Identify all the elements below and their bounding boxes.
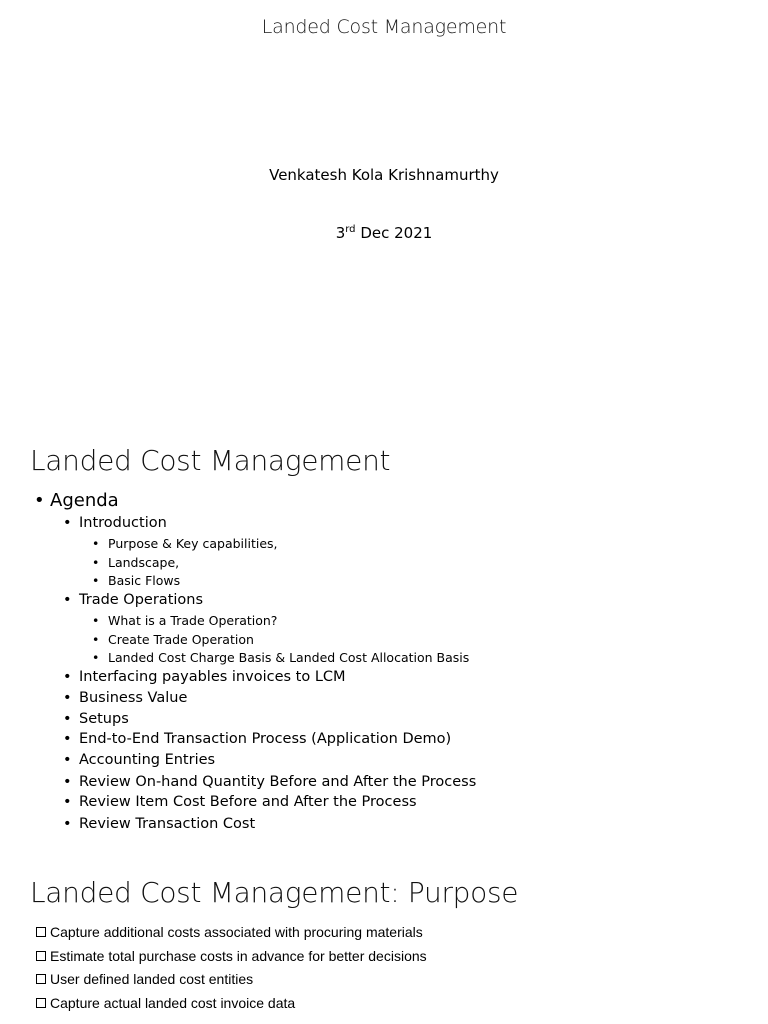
agenda-item-label: Review Item Cost Before and After the Process xyxy=(79,794,417,810)
purpose-item-label: Capture actual landed cost invoice data xyxy=(50,994,296,1011)
agenda-subitem xyxy=(92,536,278,551)
agenda-item xyxy=(63,794,417,810)
agenda-item-label: Review Transaction Cost xyxy=(79,816,256,832)
bullet-icon: • xyxy=(92,650,100,665)
bullet-icon: • xyxy=(63,816,72,832)
bullet-icon: • xyxy=(92,632,100,647)
agenda-item xyxy=(63,711,129,727)
agenda-item xyxy=(63,669,346,685)
bullet-icon: • xyxy=(92,613,100,628)
agenda-subitem xyxy=(92,555,179,570)
agenda-subitem xyxy=(92,650,469,665)
bullet-icon: • xyxy=(63,774,72,790)
purpose-item xyxy=(36,948,427,964)
agenda-item-label: Business Value xyxy=(79,690,188,706)
presentation-date: 3rd Dec 2021 xyxy=(335,224,433,242)
agenda-subitem xyxy=(92,632,254,647)
purpose-item-label: User defined landed cost entities xyxy=(50,971,254,987)
agenda-item xyxy=(63,731,451,747)
checkbox-bullet-icon xyxy=(36,951,46,961)
author-name: Venkatesh Kola Krishnamurthy xyxy=(269,166,499,184)
checkbox-bullet-icon xyxy=(36,927,46,937)
agenda-slide xyxy=(0,420,768,860)
agenda-item xyxy=(63,515,167,531)
agenda-item-label: Introduction xyxy=(79,515,167,531)
agenda-item-label: Create Trade Operation xyxy=(108,632,254,647)
agenda-item xyxy=(63,816,255,832)
slide-header-title: Landed Cost Management xyxy=(261,16,507,38)
agenda-item xyxy=(63,752,215,768)
agenda-item-label: End-to-End Transaction Process (Application Demo) xyxy=(79,731,452,747)
slide-title: Landed Cost Management xyxy=(30,444,391,477)
purpose-item xyxy=(36,995,295,1011)
bullet-icon: • xyxy=(63,669,72,685)
agenda-item-label: Landscape, xyxy=(108,555,180,570)
title-slide xyxy=(0,0,768,420)
agenda-item-label: Review On-hand Quantity Before and After the Process xyxy=(79,774,477,790)
agenda-item-label: Basic Flows xyxy=(108,573,181,588)
bullet-icon: • xyxy=(63,690,72,706)
slide-title: Landed Cost Management: Purpose xyxy=(30,876,519,909)
bullet-icon: • xyxy=(63,731,72,747)
agenda-item xyxy=(63,592,203,608)
purpose-item-label: Capture additional costs associated with procuring materials xyxy=(50,924,423,940)
agenda-subitem xyxy=(92,573,180,588)
purpose-item xyxy=(36,924,423,940)
bullet-icon: • xyxy=(63,711,72,727)
bullet-icon: • xyxy=(92,555,100,570)
agenda-item-label: Accounting Entries xyxy=(79,752,216,768)
agenda-item-label: Interfacing payables invoices to LCM xyxy=(79,669,346,685)
date-ordinal-suffix: rd xyxy=(345,224,356,235)
agenda-item-label: Trade Operations xyxy=(79,592,204,608)
bullet-icon: • xyxy=(63,592,72,608)
purpose-item-label: Estimate total purchase costs in advance for better decisions xyxy=(50,947,427,964)
bullet-icon: • xyxy=(92,573,100,588)
bullet-icon: • xyxy=(63,515,72,531)
checkbox-bullet-icon xyxy=(36,998,46,1008)
agenda-item-label: Purpose & Key capabilities, xyxy=(108,536,278,551)
agenda-item-label: Landed Cost Charge Basis & Landed Cost Allocation Basis xyxy=(108,650,470,665)
bullet-icon: • xyxy=(92,536,100,551)
agenda-item xyxy=(63,774,476,790)
agenda-item-label: Setups xyxy=(79,711,129,727)
agenda-item-label: What is a Trade Operation? xyxy=(108,613,278,628)
agenda-item xyxy=(63,690,187,706)
agenda-heading: • Agenda xyxy=(34,490,119,511)
checkbox-bullet-icon xyxy=(36,974,46,984)
agenda-subitem xyxy=(92,613,277,628)
bullet-icon: • xyxy=(63,752,72,768)
bullet-icon: • xyxy=(34,490,45,511)
purpose-item xyxy=(36,971,253,987)
bullet-icon: • xyxy=(63,794,72,810)
purpose-slide xyxy=(0,860,768,1024)
